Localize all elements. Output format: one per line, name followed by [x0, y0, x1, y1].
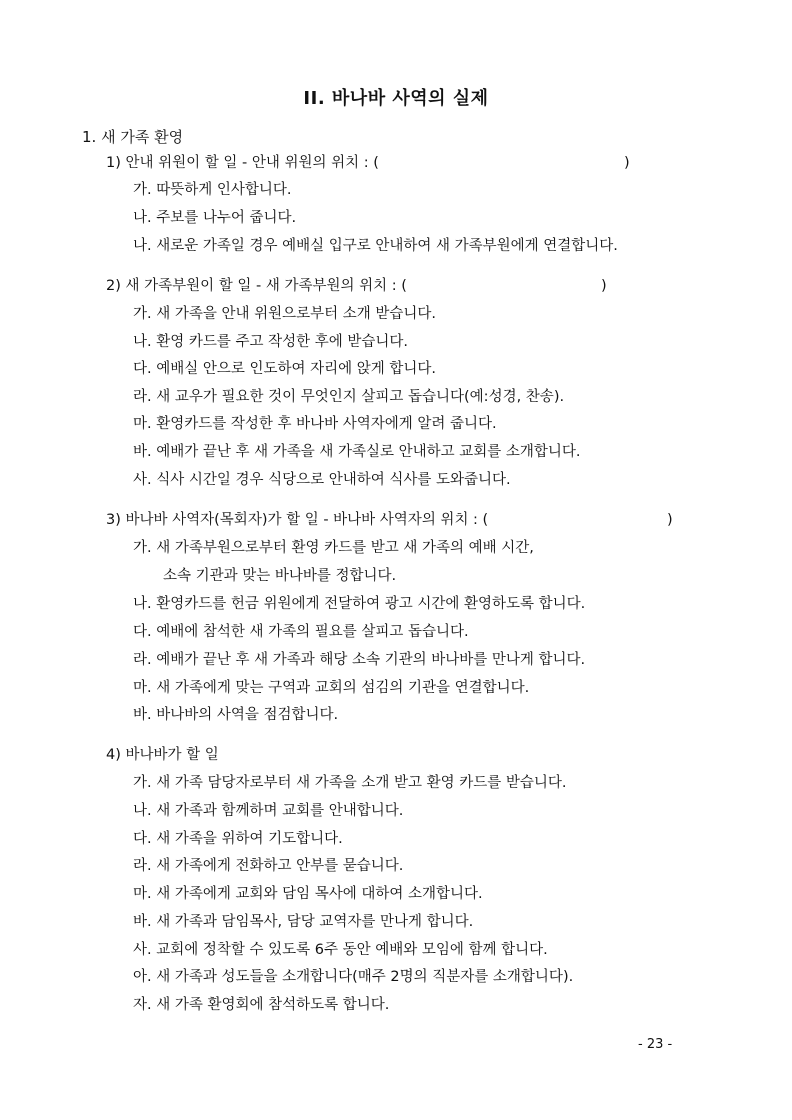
subsection-3-paren-close: )	[667, 512, 673, 528]
list-item: 나. 주보를 나누어 줍니다.	[133, 210, 297, 226]
list-item: 나. 환영카드를 헌금 위원에게 전달하여 광고 시간에 환영하도록 합니다.	[133, 596, 586, 612]
list-item: 나. 환영 카드를 주고 작성한 후에 받습니다.	[133, 334, 408, 350]
subsection-1-heading: 1) 안내 위원이 할 일 - 안내 위원의 위치 : (	[106, 155, 379, 171]
list-item: 다. 예배실 안으로 인도하여 자리에 앉게 합니다.	[133, 361, 437, 377]
list-item: 가. 따뜻하게 인사합니다.	[133, 182, 292, 198]
subsection-2-heading: 2) 새 가족부원이 할 일 - 새 가족부원의 위치 : (	[106, 278, 407, 294]
list-item: 가. 새 가족 담당자로부터 새 가족을 소개 받고 환영 카드를 받습니다.	[133, 775, 567, 791]
list-item: 바. 새 가족과 담임목사, 담당 교역자를 만나게 합니다.	[133, 914, 474, 930]
page-title: II. 바나바 사역의 실제	[303, 88, 489, 109]
list-item: 가. 새 가족부원으로부터 환영 카드를 받고 새 가족의 예배 시간,	[133, 540, 534, 556]
list-item: 나. 새 가족과 함께하며 교회를 안내합니다.	[133, 803, 404, 819]
list-item: 다. 예배에 참석한 새 가족의 필요를 살피고 돕습니다.	[133, 624, 469, 640]
section-heading: 1. 새 가족 환영	[82, 128, 184, 146]
subsection-4-heading: 4) 바나바가 할 일	[106, 747, 219, 763]
list-item: 자. 새 가족 환영회에 참석하도록 합니다.	[133, 997, 390, 1013]
list-item: 바. 바나바의 사역을 점검합니다.	[133, 707, 339, 723]
list-item-continuation: 소속 기관과 맞는 바나바를 정합니다.	[163, 568, 397, 584]
list-item: 다. 새 가족을 위하여 기도합니다.	[133, 831, 343, 847]
list-item: 라. 새 가족에게 전화하고 안부를 묻습니다.	[133, 858, 404, 874]
list-item: 가. 새 가족을 안내 위원으로부터 소개 받습니다.	[133, 306, 437, 322]
page-number: - 23 -	[638, 1037, 673, 1052]
list-item: 마. 환영카드를 작성한 후 바나바 사역자에게 알려 줍니다.	[133, 416, 497, 432]
list-item: 나. 새로운 가족일 경우 예배실 입구로 안내하여 새 가족부원에게 연결합니다.	[133, 238, 618, 254]
list-item: 바. 예배가 끝난 후 새 가족을 새 가족실로 안내하고 교회를 소개합니다.	[133, 444, 581, 460]
subsection-3-heading: 3) 바나바 사역자(목회자)가 할 일 - 바나바 사역자의 위치 : (	[106, 512, 489, 528]
list-item: 마. 새 가족에게 교회와 담임 목사에 대하여 소개합니다.	[133, 886, 483, 902]
list-item: 라. 예배가 끝난 후 새 가족과 해당 소속 기관의 바나바를 만나게 합니다.	[133, 652, 586, 668]
subsection-1-paren-close: )	[624, 155, 630, 171]
list-item: 사. 식사 시간일 경우 식당으로 안내하여 식사를 도와줍니다.	[133, 472, 511, 488]
list-item: 아. 새 가족과 성도들을 소개합니다(매주 2명의 직분자를 소개합니다).	[133, 969, 574, 985]
list-item: 마. 새 가족에게 맞는 구역과 교회의 섬김의 기관을 연결합니다.	[133, 680, 530, 696]
list-item: 라. 새 교우가 필요한 것이 무엇인지 살피고 돕습니다(예:성경, 찬송).	[133, 389, 565, 405]
subsection-2-paren-close: )	[601, 278, 607, 294]
list-item: 사. 교회에 정착할 수 있도록 6주 동안 예배와 모임에 함께 합니다.	[133, 942, 548, 958]
